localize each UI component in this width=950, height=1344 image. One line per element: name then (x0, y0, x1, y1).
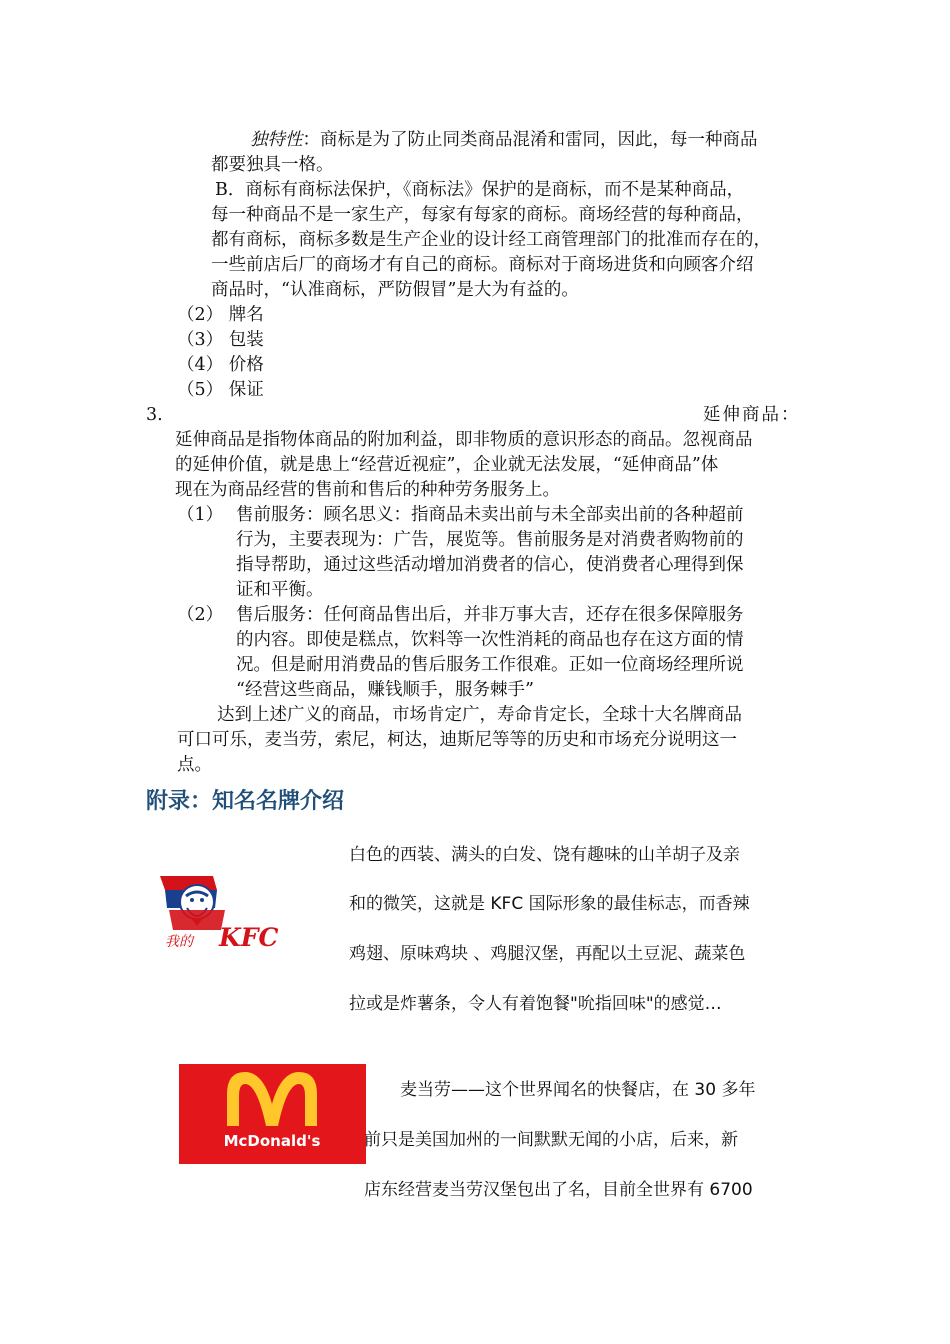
list-item-text: 售前服务：顾名思义：指商品未卖出前与未全部卖出前的各种超前 (236, 505, 744, 525)
section-number: 3. (146, 405, 163, 425)
list-item-text: “经营这些商品，赚钱顺手，服务棘手” (236, 680, 534, 700)
appendix-heading: 附录：知名名牌介绍 (146, 789, 345, 814)
paragraph-line: 都要独具一格。 (211, 155, 334, 175)
section-title: 延伸商品： (703, 405, 801, 425)
kfc-logo (155, 868, 283, 952)
mcdonalds-description-line: 麦当劳——这个世界闻名的快餐店，在 30 多年 (400, 1080, 756, 1100)
list-item: （4） 价格 (177, 355, 264, 375)
list-item: （5） 保证 (177, 380, 264, 400)
list-item-text: 的内容。即使是糕点，饮料等一次性消耗的商品也存在这方面的情 (236, 630, 744, 650)
mcdonalds-description-line: 前只是美国加州的一间默默无闻的小店，后来，新 (364, 1130, 738, 1150)
list-item-text: 指导帮助，通过这些活动增加消费者的信心，使消费者心理得到保 (236, 555, 744, 575)
term-uniqueness: 独特性 (250, 130, 303, 150)
list-item-text: 售后服务：任何商品售出后，并非万事大吉，还存在很多保障服务 (236, 605, 744, 625)
paragraph-line: 一些前店后厂的商场才有自己的商标。商标对于商场进货和向顾客介绍 (211, 255, 754, 275)
paragraph-line: 都有商标，商标多数是生产企业的设计经工商管理部门的批准而存在的， (211, 230, 771, 250)
list-item: （2） 牌名 (177, 305, 264, 325)
list-marker: （1） (177, 505, 224, 525)
paragraph-line: B．商标有商标法保护，《商标法》保护的是商标，而不是某种商品， (215, 180, 745, 200)
kfc-description-line: 鸡翅、原味鸡块 、鸡腿汉堡，再配以土豆泥、蔬菜色 (349, 944, 746, 964)
list-marker: （2） (177, 605, 224, 625)
kfc-description-line: 和的微笑，这就是 KFC 国际形象的最佳标志，而香辣 (349, 894, 750, 914)
kfc-logo-script: 我的 (165, 934, 193, 950)
kfc-description-line: 白色的西装、满头的白发、饶有趣味的山羊胡子及亲 (349, 845, 740, 865)
list-item: （3） 包装 (177, 330, 264, 350)
list-item-text: 证和平衡。 (236, 580, 324, 600)
paragraph-line: 达到上述广义的商品，市场肯定广，寿命肯定长，全球十大名牌商品 (217, 705, 742, 725)
kfc-logo-text: KFC (219, 923, 279, 952)
paragraph-line: 延伸商品是指物体商品的附加利益，即非物质的意识形态的商品。忽视商品 (175, 430, 753, 450)
list-item-text: 况。但是耐用消费品的售后服务工作很难。正如一位商场经理所说 (236, 655, 744, 675)
mcdonalds-logo-text: McDonald's (223, 1132, 321, 1150)
paragraph-line: 商品时，“认准商标，严防假冒”是大为有益的。 (211, 280, 579, 300)
mcdonalds-description-line: 店东经营麦当劳汉堡包出了名，目前全世界有 6700 (364, 1180, 753, 1200)
mcdonalds-logo (179, 1064, 366, 1164)
paragraph-line: 独特性：商标是为了防止同类商品混淆和雷同，因此，每一种商品 (250, 130, 758, 150)
list-item-text: 行为，主要表现为：广告，展览等。售前服务是对消费者购物前的 (236, 530, 744, 550)
paragraph-line: 的延伸价值，就是患上“经营近视症”，企业就无法发展，“延伸商品”体 (175, 455, 719, 475)
paragraph-line: 点。 (177, 755, 212, 775)
paragraph-line: 现在为商品经营的售前和售后的种种劳务服务上。 (175, 480, 560, 500)
paragraph-line: 可口可乐，麦当劳，索尼，柯达，迪斯尼等等的历史和市场充分说明这一 (177, 730, 737, 750)
kfc-description-line: 拉或是炸薯条，令人有着饱餐"吮指回味"的感觉… (349, 994, 722, 1014)
paragraph-line: 每一种商品不是一家生产，每家有每家的商标。商场经营的每种商品， (211, 205, 754, 225)
